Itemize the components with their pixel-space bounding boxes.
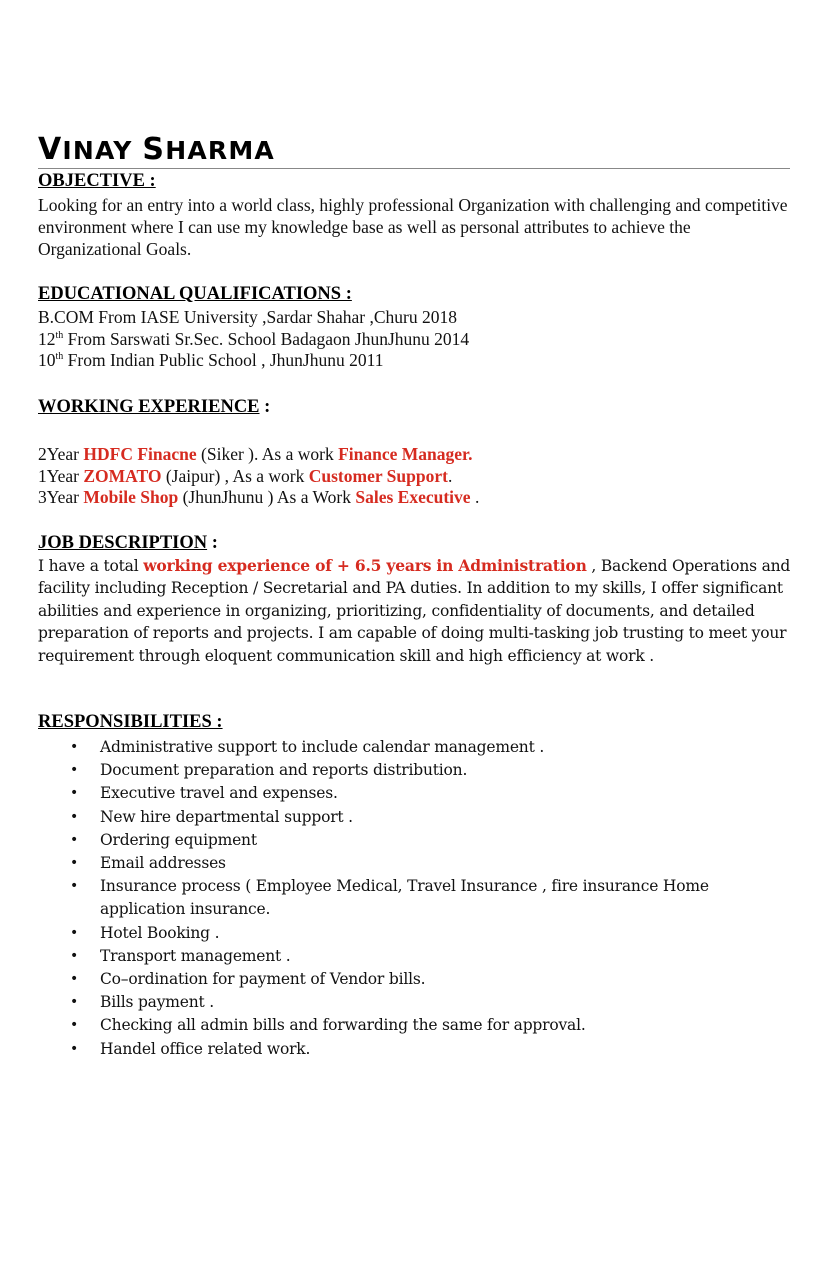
responsibility-text: Hotel Booking . [100, 923, 220, 942]
experience-heading [38, 397, 270, 418]
bullet-icon: • [70, 808, 79, 825]
responsibility-text: New hire departmental support . [100, 807, 353, 826]
bullet-icon: • [70, 1040, 79, 1057]
job-description-heading-text: JOB DESCRIPTION [38, 533, 208, 553]
objective-heading [38, 171, 156, 192]
responsibility-item [0, 968, 750, 991]
responsibilities-list [0, 736, 800, 1061]
responsibilities-heading-text: RESPONSIBILITIES : [38, 712, 223, 732]
education-item: 12th From Sarswati Sr.Sec. School Badagaon JhunJhunu 2014 [38, 329, 470, 349]
candidate-name [38, 132, 275, 167]
responsibility-item [0, 759, 750, 782]
responsibility-item [0, 991, 750, 1014]
responsibility-item [0, 875, 750, 921]
name-rest-last: HARMA [165, 136, 275, 165]
responsibility-text: Handel office related work. [100, 1039, 311, 1058]
name-initial-last: S [142, 132, 166, 167]
name-initial-first: V [38, 132, 63, 167]
bullet-icon: • [70, 924, 79, 941]
bullet-icon: • [70, 971, 79, 988]
bullet-icon: • [70, 947, 79, 964]
responsibility-text: Executive travel and expenses. [100, 784, 338, 803]
experience-item: 2Year HDFC Finacne (Siker ). As a work Finance Manager. [38, 444, 473, 464]
experience-heading-text: WORKING EXPERIENCE [38, 397, 260, 417]
responsibility-item [0, 945, 750, 968]
responsibility-text: Checking all admin bills and forwarding the same for approval. [100, 1016, 586, 1035]
job-description-heading-colon: : [207, 533, 218, 553]
responsibility-text: Ordering equipment [100, 830, 257, 849]
responsibility-item [0, 1038, 750, 1061]
responsibility-item [0, 829, 750, 852]
responsibility-item [0, 736, 750, 759]
responsibility-item [0, 782, 750, 805]
responsibility-text: Transport management . [100, 946, 291, 965]
name-rest-first: INAY [62, 136, 133, 165]
responsibility-text: Bills payment . [100, 993, 214, 1012]
bullet-icon: • [70, 831, 79, 848]
experience-item: 3Year Mobile Shop (JhunJhunu ) As a Work Sales Executive . [38, 487, 480, 507]
responsibilities-heading [38, 712, 223, 733]
bullet-icon: • [70, 739, 79, 755]
objective-text: Looking for an entry into a world class, highly professional Organization with challenging and competitive environment where I can use my knowledge base as well as personal attributes to achieve the Organizational Goals. [38, 195, 788, 259]
education-heading-text: EDUCATIONAL QUALIFICATIONS : [38, 284, 352, 304]
bullet-icon: • [70, 762, 79, 779]
responsibility-text: Co–ordination for payment of Vendor bills. [100, 970, 426, 989]
responsibility-item [0, 1014, 750, 1037]
name-divider [38, 168, 790, 169]
education-heading [38, 284, 352, 305]
bullet-icon: • [70, 785, 79, 802]
responsibility-item [0, 852, 750, 875]
experience-heading-colon: : [259, 397, 271, 417]
responsibility-item [0, 806, 750, 829]
job-description-heading [38, 533, 218, 554]
objective-heading-text: OBJECTIVE : [38, 171, 156, 191]
education-item: 10th From Indian Public School , JhunJhunu 2011 [38, 350, 384, 370]
education-item: B.COM From IASE University ,Sardar Shahar ,Churu 2018 [38, 307, 458, 327]
responsibility-item [0, 922, 750, 945]
responsibility-text: Insurance process ( Employee Medical, Travel Insurance , fire insurance Home application insurance. [100, 877, 709, 919]
responsibility-text: Document preparation and reports distribution. [100, 761, 468, 780]
responsibility-text: Administrative support to include calendar management . [100, 738, 545, 756]
responsibility-text: Email addresses [100, 854, 226, 873]
bullet-icon: • [70, 994, 79, 1011]
bullet-icon: • [70, 878, 79, 895]
bullet-icon: • [70, 855, 79, 872]
bullet-icon: • [70, 1017, 79, 1034]
job-description-text: I have a total working experience of + 6.5 years in Administration , Backend Operations and facility including Reception / Secretarial and PA duties. In addition to my skills, I offer significant abilities and experience in organizing, prioritizing, confidentiality of documents, and detailed preparation of reports and projects. I am capable of doing multi-tasking job trusting to meet your requirement through eloquent communication skill and high efficiency at work . [38, 556, 791, 665]
experience-item: 1Year ZOMATO (Jaipur) , As a work Customer Support. [38, 466, 453, 486]
